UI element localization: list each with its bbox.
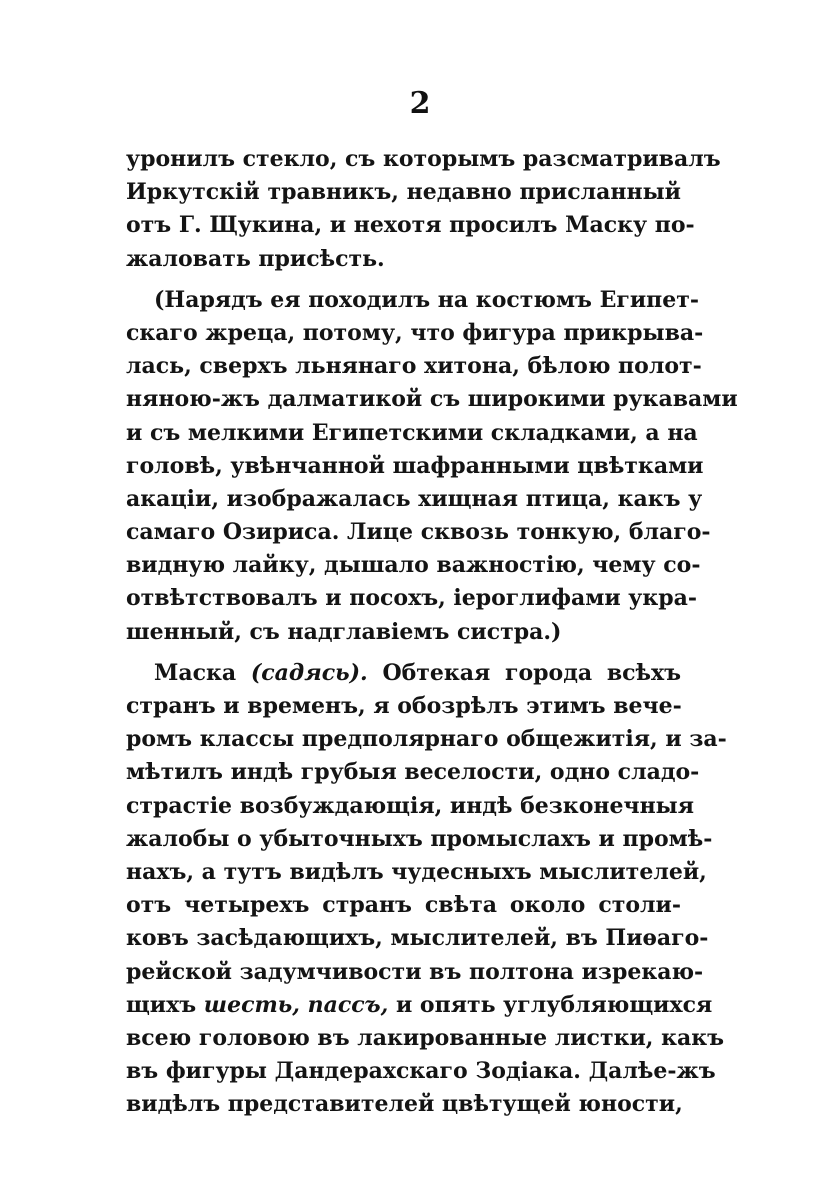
text-line: (Нарядъ ея походилъ на костюмъ Египет- [154,286,700,313]
text-line: въ фигуры Дандерахскаго Зодіака. Далѣе-жъ [126,1058,716,1085]
text-line: няною-жъ далматикой съ широкими рукавами [126,386,738,413]
text-line [126,989,713,1022]
speaker-name: Маска [154,659,237,686]
text-line: лась, сверхъ льнянаго хитона, бѣлою полот- [126,353,702,380]
text-line: отъ четырехъ странъ свѣта около столи- [126,892,681,919]
text-line: жалобы о убыточныхъ промыслахъ и промѣ- [126,825,713,852]
text-line: мѣтилъ индѣ грубыя веселости, одно сладо- [126,759,700,786]
text-line: самаго Озириса. Лице сквозь тонкую, благо- [126,519,711,546]
text-line: уронилъ стекло, съ которымъ разсматривалъ [126,146,721,172]
text-line: страстіе возбуждающія, индѣ безконечныя [126,792,694,819]
text-line: видную лайку, дышало важностію, чему со- [126,552,701,579]
italic-words: шесть, пассъ, [203,991,389,1018]
stage-direction: (садясь). [250,659,368,686]
text-line: шенный, съ надглавіемъ систра.) [126,618,562,645]
text-line: акаціи, изображалась хищная птица, какъ у [126,485,703,512]
line-text: щихъ [126,991,197,1018]
text-line: видѣлъ представителей цвѣтущей юности, [126,1091,683,1118]
text-line: жаловать присѣсть. [126,245,385,272]
paragraph-gap [126,276,681,284]
text-line: и съ мелкими Египетскими складками, а на [126,419,698,446]
text-line: странъ и временъ, я обозрѣлъ этимъ вече- [126,693,682,719]
paragraph-gap [126,649,681,657]
line-text: Обтекая города всѣхъ [382,659,681,686]
page-number: 2 [409,86,431,121]
paragraph-1 [126,143,721,276]
line-text: и опять углубляющихся [395,991,713,1018]
text-line: отвѣтствовалъ и посохъ, іероглифами укра- [126,585,698,612]
text-line [126,657,681,690]
paragraph-2 [126,284,738,649]
text-line: отъ Г. Щукина, и нехотя просилъ Маску по- [126,212,695,239]
text-line: головѣ, увѣнчанной шафранными цвѣтками [126,452,704,479]
text-line: Иркутскій травникъ, недавно присланный [126,179,681,206]
text-line: рейской задумчивости въ полтона изрекаю- [126,958,704,985]
text-line: ковъ засѣдающихъ, мыслителей, въ Пиѳаго- [126,925,709,952]
text-line: всею головою въ лакированные листки, какъ [126,1024,725,1051]
text-line: скаго жреца, потому, что фигура прикрыва- [126,319,704,346]
body-text [126,143,738,1121]
paragraph-3 [126,657,727,1122]
text-line: нахъ, а тутъ видѣлъ чудесныхъ мыслителей, [126,858,707,885]
text-line: ромъ классы предполярнаго общежитія, и за- [126,726,727,753]
